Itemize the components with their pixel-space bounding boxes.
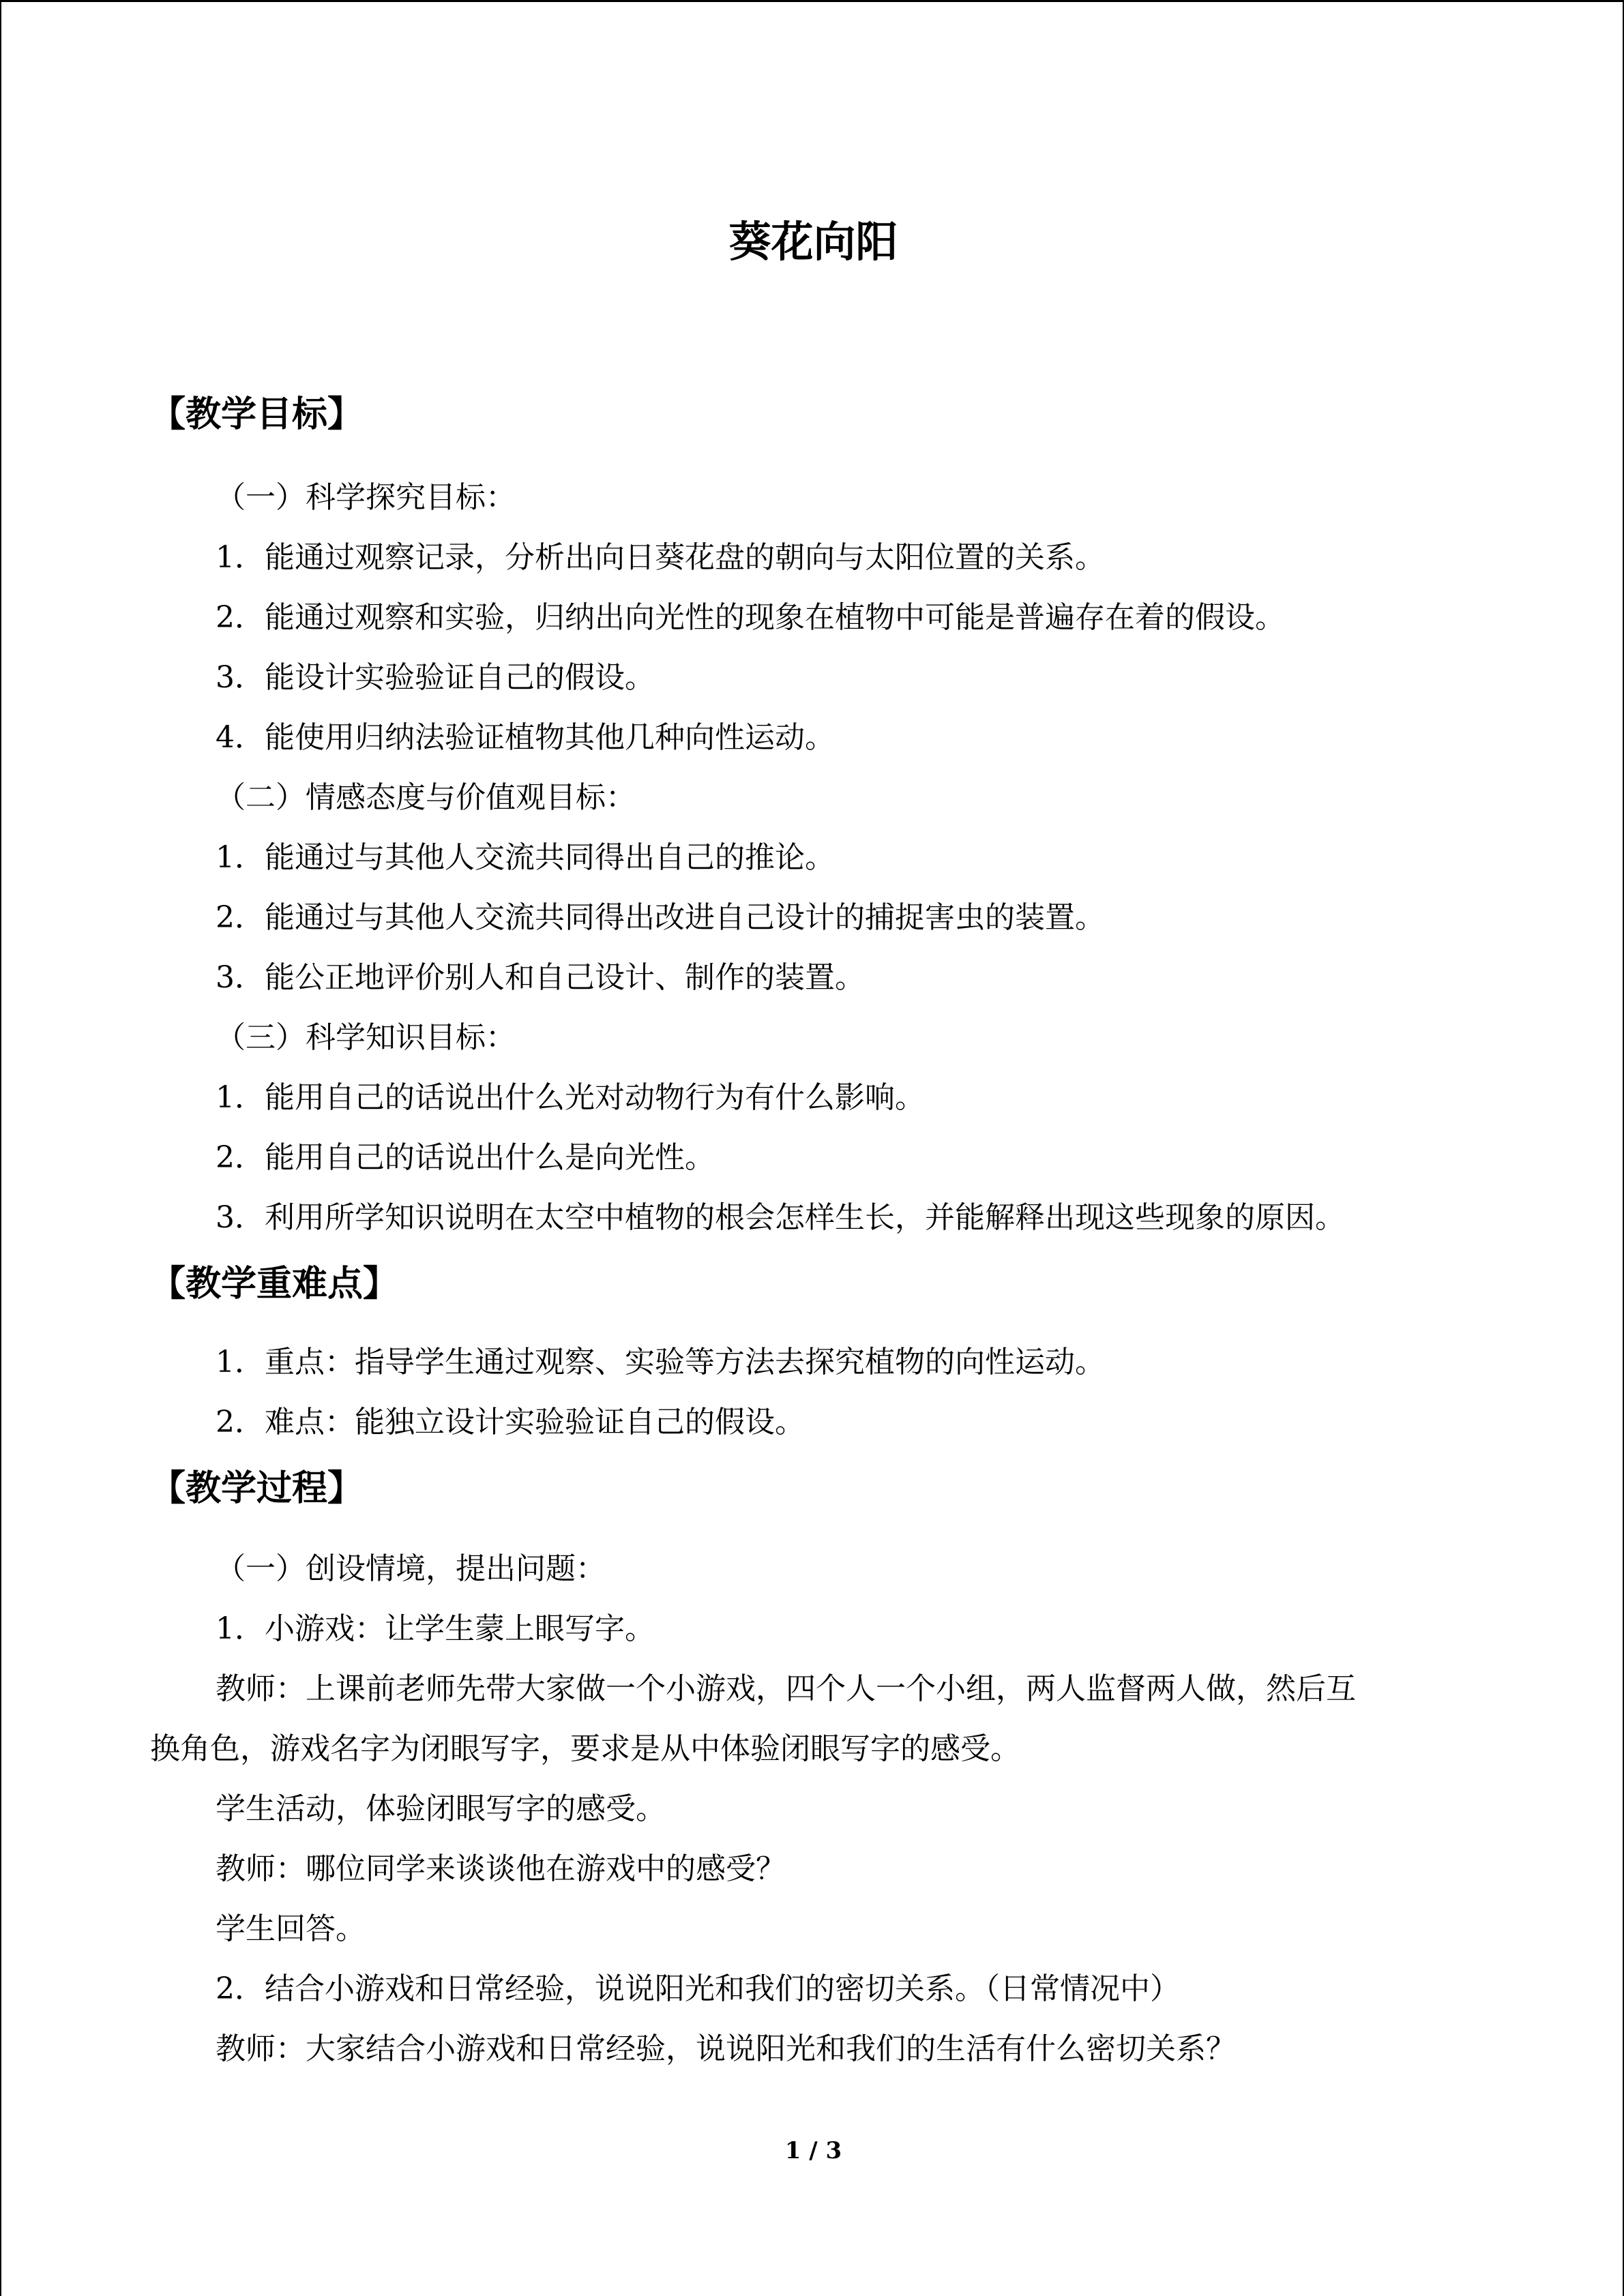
process-line: 学生回答。 — [216, 1911, 366, 1946]
objectives-line: 2．能用自己的话说出什么是向光性。 — [216, 1140, 715, 1175]
objectives-line: 3．能公正地评价别人和自己设计、制作的装置。 — [216, 960, 865, 995]
objectives-line: 4．能使用归纳法验证植物其他几种向性运动。 — [216, 720, 835, 755]
objectives-line: 3．利用所学知识说明在太空中植物的根会怎样生长，并能解释出现这些现象的原因。 — [216, 1200, 1345, 1235]
process-line: 教师：哪位同学来谈谈他在游戏中的感受？ — [216, 1851, 786, 1886]
process-line: 学生活动，体验闭眼写字的感受。 — [216, 1791, 666, 1826]
process-line: 教师：大家结合小游戏和日常经验，说说阳光和我们的生活有什么密切关系？ — [216, 2031, 1236, 2066]
process-line: 2．结合小游戏和日常经验，说说阳光和我们的密切关系。（日常情况中） — [216, 1971, 1180, 2006]
objectives-line: （一）科学探究目标： — [216, 480, 516, 515]
objectives-line: 2．能通过与其他人交流共同得出改进自己设计的捕捉害虫的装置。 — [216, 900, 1105, 935]
objectives-line: 1．能通过观察记录，分析出向日葵花盘的朝向与太阳位置的关系。 — [216, 540, 1105, 575]
section-heading-keypoints: 【教学重难点】 — [150, 1264, 399, 1304]
objectives-line: 1．能通过与其他人交流共同得出自己的推论。 — [216, 840, 835, 875]
process-line: 1．小游戏：让学生蒙上眼写字。 — [216, 1611, 655, 1646]
objectives-line: 1．能用自己的话说出什么光对动物行为有什么影响。 — [216, 1080, 925, 1115]
keypoints-line: 2．难点：能独立设计实验验证自己的假设。 — [216, 1405, 805, 1440]
objectives-line: （三）科学知识目标： — [216, 1020, 516, 1055]
process-line: 教师：上课前老师先带大家做一个小游戏，四个人一个小组，两人监督两人做，然后互 — [216, 1671, 1356, 1706]
objectives-line: 2．能通过观察和实验，归纳出向光性的现象在植物中可能是普遍存在着的假设。 — [216, 600, 1285, 635]
document-title: 葵花向阳 — [728, 217, 898, 267]
page-number: 1 / 3 — [784, 2137, 842, 2164]
section-heading-objectives: 【教学目标】 — [150, 394, 364, 435]
objectives-line: （二）情感态度与价值观目标： — [216, 780, 636, 815]
process-line: （一）创设情境，提出问题： — [216, 1551, 606, 1586]
process-line: 换角色，游戏名字为闭眼写字，要求是从中体验闭眼写字的感受。 — [150, 1731, 1020, 1766]
section-heading-process: 【教学过程】 — [150, 1468, 364, 1509]
objectives-line: 3．能设计实验验证自己的假设。 — [216, 660, 655, 695]
keypoints-line: 1．重点：指导学生通过观察、实验等方法去探究植物的向性运动。 — [216, 1345, 1105, 1380]
